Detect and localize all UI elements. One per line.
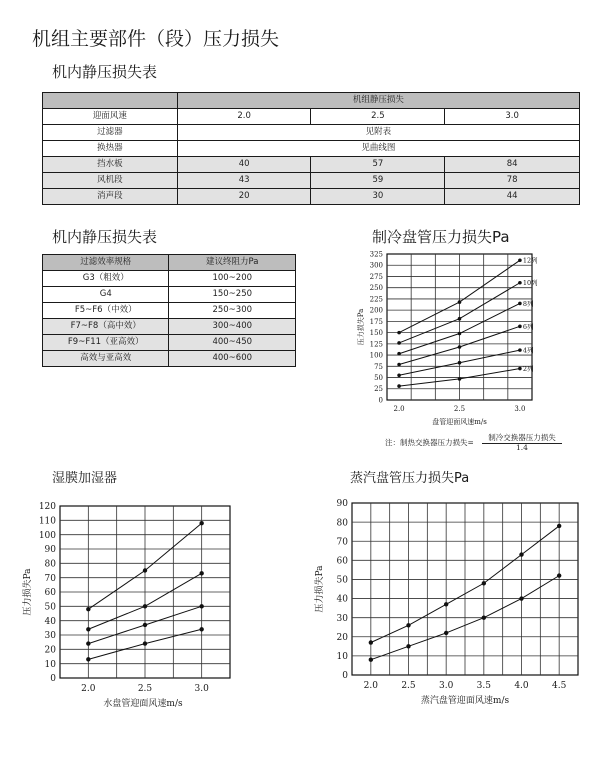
y-tick-label: 0 <box>378 396 383 405</box>
note-prefix: 注：制热交换器压力损失= <box>385 438 474 447</box>
row-label: 消声段 <box>43 189 178 205</box>
cooling-coil-chart <box>355 248 590 428</box>
data-point <box>557 573 561 577</box>
y-tick-label: 250 <box>369 284 383 293</box>
table-cell: 400~450 <box>169 335 296 351</box>
data-point <box>86 641 90 645</box>
y-tick-label: 20 <box>336 632 348 643</box>
table-cell: 3.0 <box>445 109 580 125</box>
x-tick-label: 3.0 <box>194 684 209 694</box>
table-header-cell: 建议终阻力Pa <box>169 255 296 271</box>
table-row <box>43 109 580 125</box>
series-label: 12列 <box>522 256 538 265</box>
table-cell: F5~F6（中效） <box>43 303 169 319</box>
series-label: 2列 <box>522 365 534 374</box>
table-row <box>43 287 296 303</box>
y-tick-label: 75 <box>374 362 383 371</box>
y-tick-label: 100 <box>38 530 56 541</box>
series-label: 10列 <box>522 279 538 288</box>
data-point <box>444 631 448 635</box>
table-header-cell: 机组静压损失 <box>177 93 579 109</box>
heating-coil-note <box>385 432 590 454</box>
y-tick-label: 300 <box>369 261 383 270</box>
y-tick-label: 40 <box>44 616 56 627</box>
y-tick-label: 0 <box>50 674 56 685</box>
y-tick-label: 25 <box>374 385 383 394</box>
humidifier-chart <box>18 500 243 715</box>
data-point <box>444 602 448 606</box>
data-point <box>143 641 147 645</box>
y-tick-label: 70 <box>44 573 56 584</box>
table-row <box>43 303 296 319</box>
data-point <box>199 627 203 631</box>
row-label: 换热器 <box>43 141 178 157</box>
x-tick-label: 2.0 <box>363 681 378 691</box>
y-tick-label: 50 <box>336 575 348 586</box>
data-point <box>518 302 522 306</box>
data-point <box>519 552 523 556</box>
table-cell: 57 <box>311 157 445 173</box>
x-tick-label: 2.5 <box>453 405 466 413</box>
humidifier-chart-title: 湿膜加湿器 <box>52 471 118 486</box>
y-tick-label: 60 <box>44 588 56 599</box>
y-tick-label: 40 <box>336 594 348 605</box>
table-header-row <box>43 93 580 109</box>
y-tick-label: 275 <box>369 272 383 281</box>
table-cell: 250~300 <box>169 303 296 319</box>
data-point <box>397 363 401 367</box>
y-tick-label: 120 <box>38 502 56 513</box>
data-point <box>458 300 462 304</box>
y-tick-label: 60 <box>336 556 348 567</box>
data-point <box>397 331 401 335</box>
table-cell: 84 <box>445 157 580 173</box>
series-label: 8列 <box>522 299 534 308</box>
data-point <box>199 604 203 608</box>
row-label: 挡水板 <box>43 157 178 173</box>
static-pressure-loss-table <box>42 92 580 205</box>
y-tick-label: 90 <box>44 545 56 556</box>
table-row <box>43 271 296 287</box>
x-axis-label: 水盘管迎面风速m/s <box>103 699 183 709</box>
data-point <box>199 521 203 525</box>
y-tick-label: 200 <box>369 306 383 315</box>
table-cell: 400~600 <box>169 351 296 367</box>
x-tick-label: 3.5 <box>476 681 491 691</box>
y-tick-label: 70 <box>336 537 348 548</box>
table-cell: 44 <box>445 189 580 205</box>
data-point <box>458 361 462 365</box>
data-point <box>406 623 410 627</box>
table-cell: 2.0 <box>177 109 311 125</box>
table-cell: 2.5 <box>311 109 445 125</box>
data-point <box>199 571 203 575</box>
y-tick-label: 50 <box>374 373 383 382</box>
page-title: 机组主要部件（段）压力损失 <box>32 28 280 50</box>
data-point <box>86 657 90 661</box>
table-row <box>43 173 580 189</box>
y-tick-label: 80 <box>336 518 348 529</box>
row-label: 过滤器 <box>43 125 178 141</box>
data-point <box>519 596 523 600</box>
y-tick-label: 150 <box>369 329 383 338</box>
y-tick-label: 110 <box>38 516 56 527</box>
y-tick-label: 50 <box>44 602 56 613</box>
table-row <box>43 319 296 335</box>
table-cell: G4 <box>43 287 169 303</box>
x-tick-label: 3.0 <box>514 405 526 413</box>
y-tick-label: 10 <box>44 659 56 670</box>
series-label: 6列 <box>522 322 534 331</box>
x-tick-label: 4.0 <box>514 681 529 691</box>
table-row <box>43 351 296 367</box>
data-point <box>86 607 90 611</box>
series-label: 4列 <box>522 346 534 355</box>
y-tick-label: 80 <box>44 559 56 570</box>
table-header-row <box>43 255 296 271</box>
table-row <box>43 189 580 205</box>
x-axis-label: 蒸汽盘管迎面风速m/s <box>420 696 510 706</box>
table-row <box>43 125 580 141</box>
data-point <box>518 258 522 262</box>
data-point <box>143 623 147 627</box>
y-tick-label: 30 <box>44 631 56 642</box>
data-point <box>458 377 462 381</box>
x-tick-label: 2.0 <box>393 405 405 413</box>
y-tick-label: 225 <box>369 295 383 304</box>
note-denominator: 1.4 <box>516 443 528 452</box>
note-numerator: 制冷交换器压力损失 <box>482 432 562 444</box>
filter-resistance-table <box>42 254 296 367</box>
data-point <box>482 615 486 619</box>
table-cell: 43 <box>177 173 311 189</box>
data-point <box>406 644 410 648</box>
table-cell: 59 <box>311 173 445 189</box>
y-tick-label: 30 <box>336 613 348 624</box>
section-title-static-pressure: 机内静压损失表 <box>52 63 158 81</box>
y-tick-label: 10 <box>336 652 348 663</box>
row-label: 迎面风速 <box>43 109 178 125</box>
cooling-coil-chart-title: 制冷盘管压力损失Pa <box>372 228 510 246</box>
x-axis-label: 盘管迎面风速m/s <box>432 418 487 426</box>
x-tick-label: 2.0 <box>81 684 96 694</box>
data-point <box>518 367 522 371</box>
table-row <box>43 335 296 351</box>
data-point <box>482 581 486 585</box>
table-cell: 300~400 <box>169 319 296 335</box>
data-point <box>397 352 401 356</box>
y-tick-label: 175 <box>369 317 383 326</box>
row-label: 风机段 <box>43 173 178 189</box>
table-cell: F7~F8（高中效） <box>43 319 169 335</box>
table-cell: 20 <box>177 189 311 205</box>
table-cell: 30 <box>311 189 445 205</box>
data-point <box>397 373 401 377</box>
x-tick-label: 2.5 <box>401 681 416 691</box>
data-point <box>143 568 147 572</box>
data-point <box>458 332 462 336</box>
y-tick-label: 0 <box>342 671 348 682</box>
table-cell: F9~F11（亚高效） <box>43 335 169 351</box>
table-cell: 78 <box>445 173 580 189</box>
table-header-empty <box>43 93 178 109</box>
x-tick-label: 4.5 <box>552 681 567 691</box>
data-point <box>86 627 90 631</box>
y-axis-label: 压力损失Pa <box>357 308 365 346</box>
data-point <box>557 524 561 528</box>
data-point <box>397 384 401 388</box>
table-row <box>43 141 580 157</box>
table-cell: 见附表 <box>177 125 579 141</box>
data-point <box>458 317 462 321</box>
data-point <box>143 604 147 608</box>
table-cell: 见曲线图 <box>177 141 579 157</box>
data-point <box>458 345 462 349</box>
data-point <box>369 640 373 644</box>
table-cell: 40 <box>177 157 311 173</box>
y-tick-label: 100 <box>369 351 383 360</box>
table-cell: 100~200 <box>169 271 296 287</box>
table-cell: 高效与亚高效 <box>43 351 169 367</box>
section-title-filter: 机内静压损失表 <box>52 228 158 246</box>
y-axis-label: 压力损失Pa <box>23 568 33 616</box>
table-cell: G3（粗效） <box>43 271 169 287</box>
data-point <box>369 658 373 662</box>
steam-coil-chart <box>310 497 590 717</box>
data-point <box>518 348 522 352</box>
y-tick-label: 90 <box>336 499 348 510</box>
data-point <box>518 325 522 329</box>
y-tick-label: 20 <box>44 645 56 656</box>
data-point <box>518 281 522 285</box>
y-axis-label: 压力损失Pa <box>315 565 325 613</box>
table-header-cell: 过滤效率规格 <box>43 255 169 271</box>
data-point <box>397 341 401 345</box>
y-tick-label: 125 <box>369 340 383 349</box>
y-tick-label: 325 <box>369 250 383 259</box>
table-cell: 150~250 <box>169 287 296 303</box>
x-tick-label: 3.0 <box>439 681 454 691</box>
steam-coil-chart-title: 蒸汽盘管压力损失Pa <box>350 471 470 486</box>
x-tick-label: 2.5 <box>137 684 153 694</box>
table-row <box>43 157 580 173</box>
